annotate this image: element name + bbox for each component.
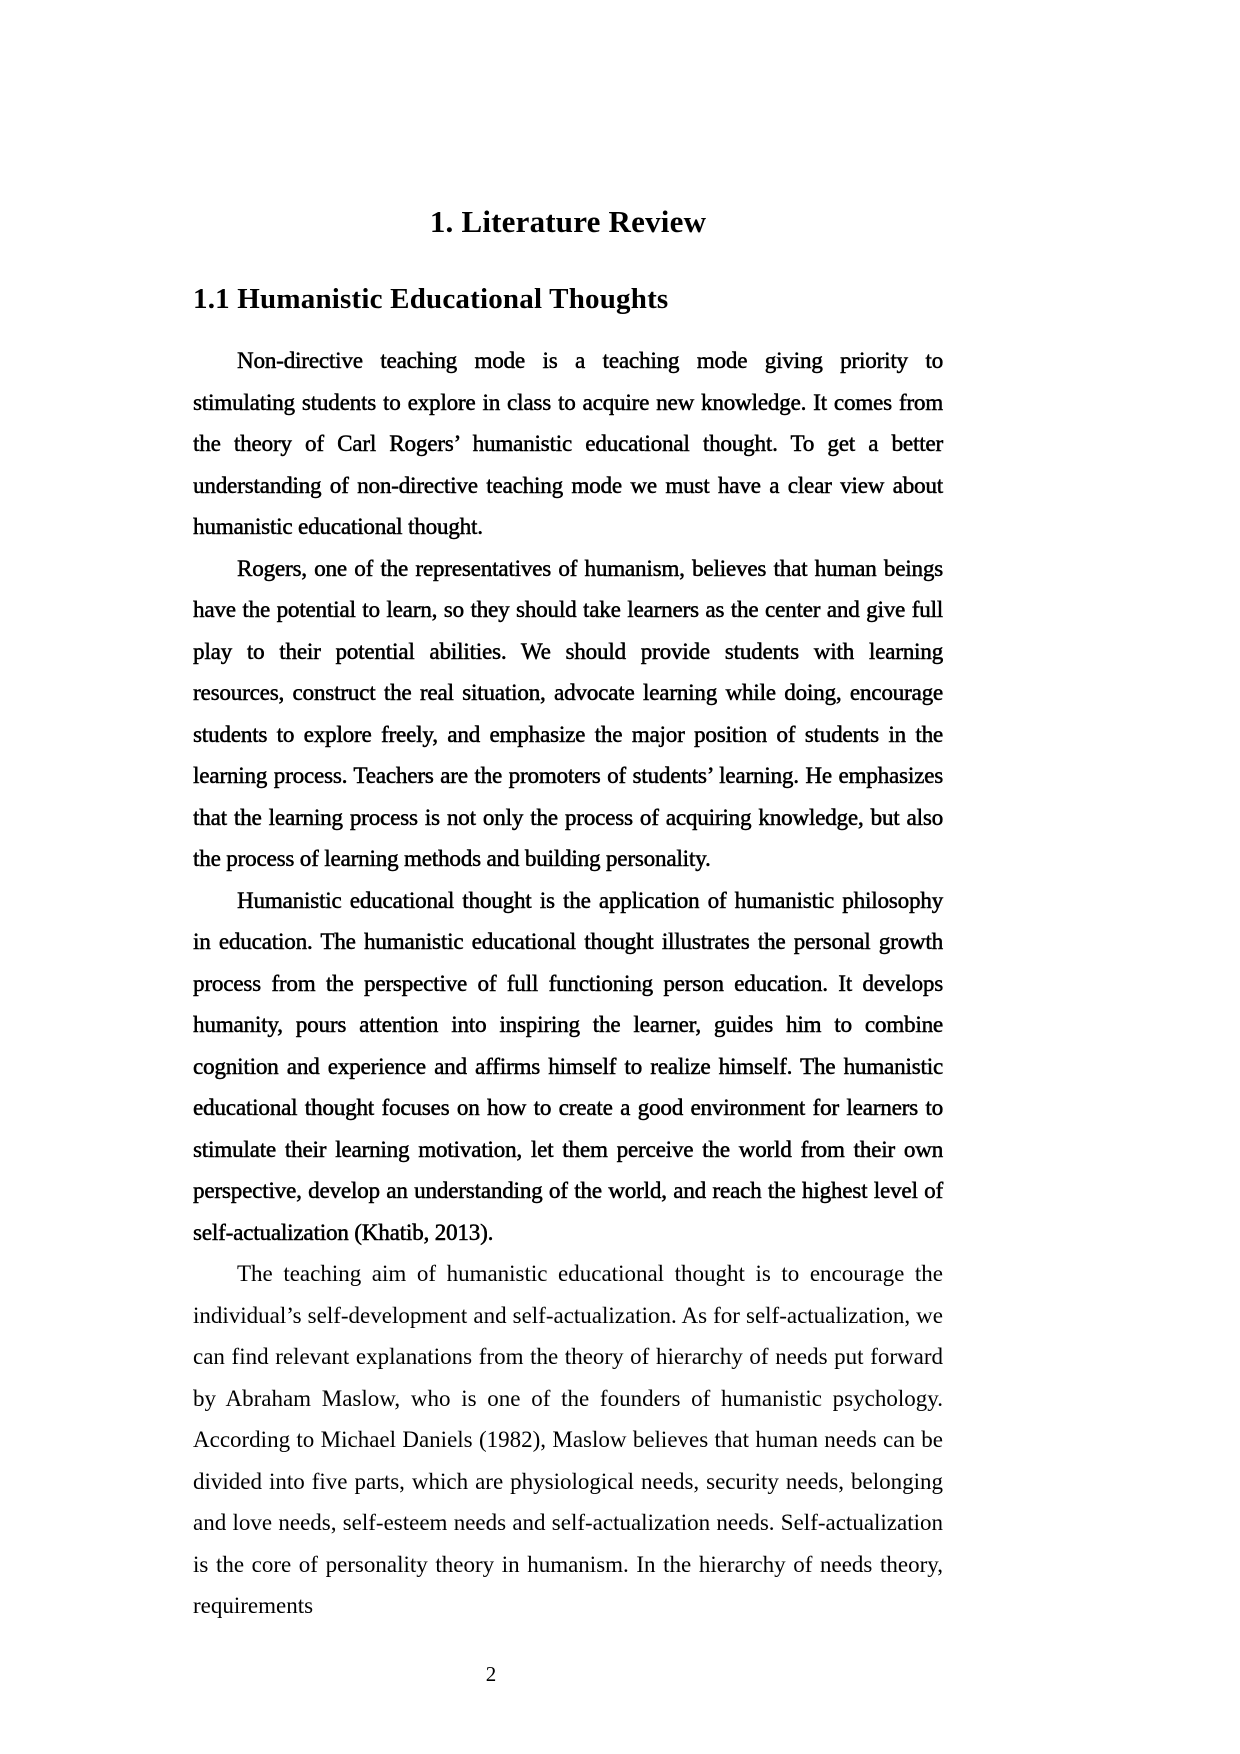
paragraph-4: The teaching aim of humanistic educational thought is to encourage the individual’s self-development and self-actualization. As for self-actualization, we can find relevant explanations from the theory of hierarchy of needs put forward by Abraham Maslow, who is one of the founders of humanistic psychology. According to Michael Daniels (1982), Maslow believes that human needs can be divided into five parts, which are physiological needs, security needs, belonging and love needs, self-esteem needs and self-actualization needs. Self-actualization is the core of personality theory in humanism. In the hierarchy of needs theory, requirements [193, 1261, 943, 1618]
page-number: 2 [485, 1662, 497, 1686]
paragraph-2: Rogers, one of the representatives of humanism, believes that human beings have the potential to learn, so they should take learners as the center and give full play to their potential abilities. We should provide students with learning resources, construct the real situation, advocate learning while doing, encourage students to explore freely, and emphasize the major position of students in the learning process. Teachers are the promoters of students’ learning. He emphasizes that the learning process is not only the process of acquiring knowledge, but also the process of learning methods and building personality. [193, 555, 943, 871]
page-title: 1. Literature Review [429, 204, 707, 239]
paragraph-1: Non-directive teaching mode is a teaching mode giving priority to stimulating students to explore in class to acquire new knowledge. It comes from the theory of Carl Rogers’ humanistic educational thought. To get a better understanding of non-directive teaching mode we must have a clear view about humanistic educational thought. [193, 348, 943, 539]
section-heading: 1.1 Humanistic Educational Thoughts [193, 283, 669, 315]
body-text [193, 340, 943, 1627]
paragraph-3: Humanistic educational thought is the application of humanistic philosophy in education. The humanistic educational thought illustrates the personal growth process from the perspective of full functioning person education. It develops humanity, pours attention into inspiring the learner, guides him to combine cognition and experience and affirms himself to realize himself. The humanistic educational thought focuses on how to create a good environment for learners to stimulate their learning motivation, let them perceive the world from their own perspective, develop an understanding of the world, and reach the highest level of self-actualization (Khatib, 2013). [193, 887, 943, 1245]
